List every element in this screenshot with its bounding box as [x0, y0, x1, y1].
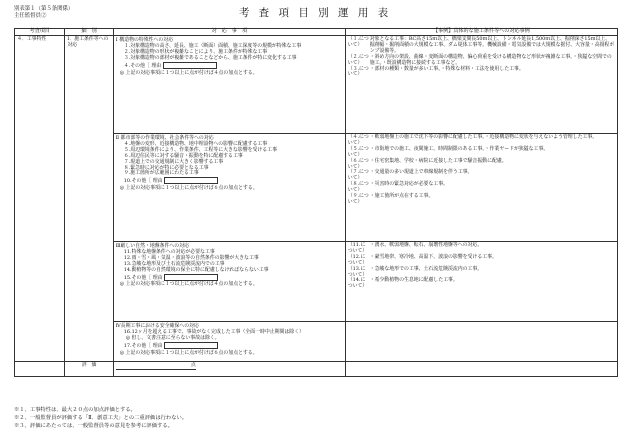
- section-3-cell: [113, 242, 345, 322]
- section-note: ◎ 上記の対応事項に１つ以上に点が付けば６点の加点とする。: [119, 185, 258, 192]
- section-note: ◎ 上記の対応事項に１つ以上に点が付けば６点の加点とする。: [119, 349, 258, 356]
- section-note: ◎ 上記の対応事項に１つ以上に点が付けば４点の加点とする。: [119, 281, 258, 288]
- example-row: （３.について） ・部材の種類・数量が多い工事。・特殊な材料・工法を使用した工事。: [347, 65, 524, 78]
- example-row: （９.について） ・施工箇所が点在する工事。: [347, 193, 434, 205]
- example-row: （６.について） ・住宅密集地、学校・病院に近接した工事で騒音振動に配慮。: [347, 157, 507, 170]
- header-examples: 【事例】具体的な施工条件等への対応事例: [345, 29, 617, 36]
- list-item: ５.周辺環境条件により、作業条件、工程等に大きな影響を受ける工事: [123, 146, 277, 153]
- section-4-cell: [113, 322, 345, 362]
- example-row: （４.について） ・軟弱地盤上の施工で沈下等の影響に配慮した工事。・近接構造物に変状を与えないよう管理した工事。: [347, 134, 598, 146]
- section-note: ◎ 上記の対応事項に１つ以上に点が付けば４点の加点とする。: [119, 69, 258, 76]
- example-row: （５.について） ・市街地での施工、夜間施工、時間制限のある工事。・作業ヤードが狭隘な工事。: [347, 145, 549, 158]
- category-cell: ４．工事特性: [15, 36, 65, 362]
- list-item: ４.その他［ 理由: [116, 62, 343, 70]
- list-item: ３.対象構造物の部材が複雑であることなどから、施工条件が特に変化する工事: [123, 54, 297, 61]
- eval-label-cell: [15, 362, 65, 377]
- list-item: 10.その他［ 理由: [116, 177, 343, 185]
- example-row: （12.について） ・豪雪地帯、寒冷地、高温下、波浪の影響を受ける工事。: [347, 253, 497, 266]
- eval-empty-cell: [345, 362, 617, 377]
- eval-label: 評 価: [65, 362, 113, 377]
- example-row: （11.について） ・湧水、軟弱地盤、転石、崩壊性地盤等への対応。: [347, 242, 483, 254]
- list-item: ８.緊急時に対応が特に必要となる工事: [123, 164, 209, 171]
- example-row: （７.について） ・交通量の多い現道上で車線規制を伴う工事。: [347, 169, 473, 182]
- list-item: 11.特殊な地盤条件への対応が必要な工事: [123, 248, 215, 255]
- list-item: ６.周辺住民等に対する騒音・振動を特に配慮する工事: [123, 152, 243, 159]
- list-item: 14.動植物等の自然環境の保全に特に配慮しなければならない工事: [123, 266, 269, 273]
- reason-box: [164, 342, 218, 349]
- eval-score-cell: [113, 362, 345, 377]
- subcategory-cell: Ⅰ．施工条件等への対応: [65, 36, 113, 362]
- example-row: （２.について） ・斜め方向の架設、曲線・変断面の構造物、偏心荷重を受ける構造物など形状が複雑な工事。・狭隘な空間での施工。・既設構造物に接続する工事など。: [347, 53, 612, 66]
- list-item: １.対象構造物の高さ、延長、施工（断面）面積、施工深度等の規模が特殊な工事: [123, 42, 302, 49]
- footnote: ※２、一般監督員が評価する「Ⅱ．創意工夫」との二重評価は行わない。: [14, 415, 188, 421]
- reason-box: [164, 177, 218, 184]
- reason-box: [164, 274, 218, 281]
- footnote: ※３、評価にあたっては、一般監督員等の意見を参考に評価する。: [14, 423, 173, 429]
- list-item: ◎ 但し、文書注意に至らない事故は除く。: [125, 334, 220, 341]
- list-item: ７.現道上での交通規制に大きく影響する工事: [123, 158, 224, 165]
- footnotes: [14, 406, 187, 430]
- example-row: （14.について） ・希少動植物の生息地に配慮した工事。: [347, 277, 458, 290]
- section-2-cell: [113, 134, 345, 242]
- section-row: [15, 36, 618, 134]
- page-title: 考 査 項 目 別 運 用 表: [238, 7, 392, 19]
- list-item: 12.雨・雪・風・気温・波浪等の自然条件の影響が大きな工事: [123, 254, 259, 261]
- header-items: 対 応 事 項: [113, 29, 345, 36]
- list-item: 15.その他［ 理由: [116, 274, 343, 282]
- examples-3-cell: [345, 242, 617, 322]
- header-category: 考査項目: [15, 29, 65, 36]
- section-title: Ⅳ長期工事における安全確保への対応: [115, 323, 199, 329]
- section-1-cell: [113, 36, 345, 134]
- form-role: 主任監督員②: [14, 13, 47, 19]
- examples-1-cell: [345, 36, 617, 134]
- list-item: ９.施工箇所が広範囲にわたる工事: [123, 170, 199, 177]
- header-subcategory: 細 別: [65, 29, 113, 36]
- section-title: Ⅰ 構造物の特殊性への対応: [115, 37, 174, 43]
- section-title: Ⅱ 都市部等の作業環境、社会条件等への対応: [115, 135, 214, 141]
- list-item: 16.12ヶ月を超える工事で、事故がなく完成した工事（全面一時中止期間は除く）: [123, 328, 304, 335]
- examples-2-cell: [345, 134, 617, 242]
- section-title: Ⅲ厳しい自然・地盤条件への対応: [115, 243, 189, 249]
- example-row: （13.について） ・急峻な地形での工事、土石流危険渓流内の工事。: [347, 265, 483, 278]
- reason-box: [163, 62, 217, 69]
- evaluation-table: [14, 28, 618, 377]
- examples-4-cell: [345, 322, 617, 362]
- list-item: 13.急峻な地形及び土石流危険渓流内での工事: [123, 260, 225, 267]
- list-item: ４.地盤の変形、近接構造物、地中埋設物への影響に配慮する工事: [123, 140, 268, 147]
- example-row: （１.について） 対象となる工事：RC高さ15ｍ以上、橋梁支間長50ｍ以上、トンネル延長1,500ｍ以上、掘削深さ15ｍ以上、掘削幅・掘削面積の大規模な工事、ダム堤体工事等。機械設備・電気設備では大規模な据付、大容量・高揚程ポンプ設備等。: [347, 36, 615, 54]
- evaluation-row: [15, 362, 618, 377]
- list-item: 17.その他［ 理由: [116, 342, 343, 350]
- score-field[interactable]: 点: [116, 363, 196, 370]
- table-header-row: [15, 29, 618, 36]
- example-row: （８.について） ・災害時の緊急対応が必要な工事。: [347, 181, 448, 194]
- list-item: ２.対象構造物の形状が複雑なことにより、施工条件が特殊な工事: [123, 48, 268, 55]
- footnote: ※１、工事特性は、最大２０点の加点評価とする。: [14, 407, 136, 413]
- form-number: 別表第１（第５条関係）: [14, 6, 74, 12]
